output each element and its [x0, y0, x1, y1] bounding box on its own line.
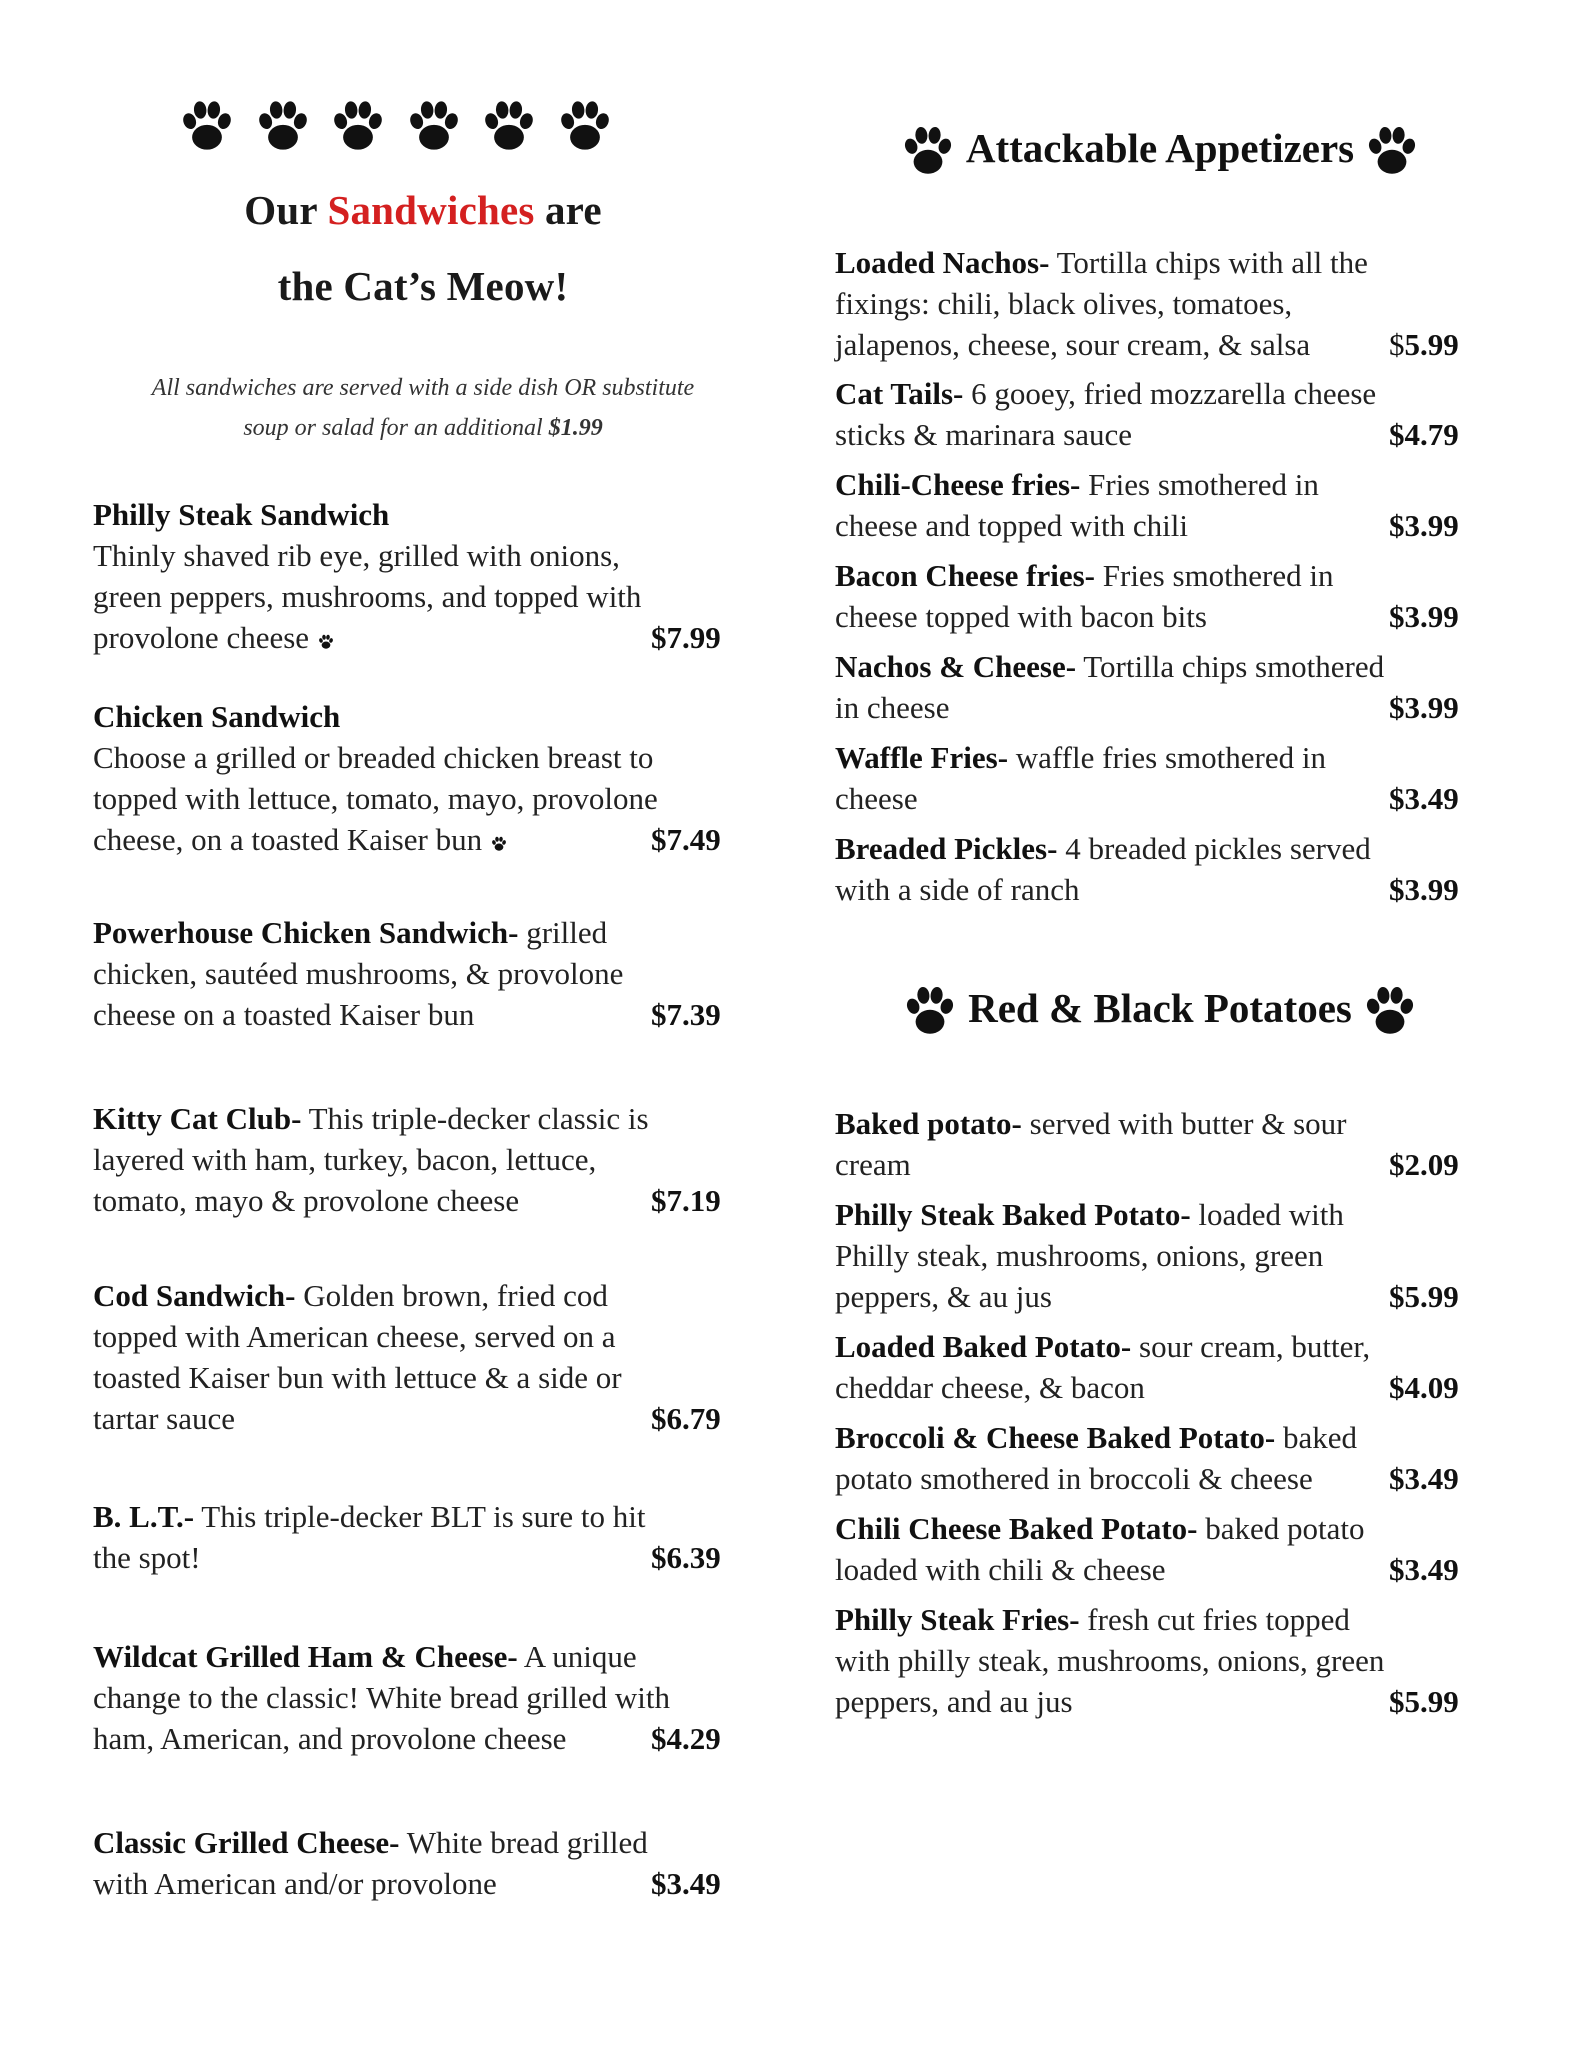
item-price: $3.99	[1389, 599, 1459, 634]
item-desc-line: grilled	[518, 915, 608, 950]
item-name: Philly Steak Baked Potato-	[835, 1197, 1191, 1232]
item-desc-line: layered with ham, turkey, bacon, lettuce,	[93, 1142, 597, 1177]
menu-item	[93, 1496, 721, 1578]
item-name: Classic Grilled Cheese-	[93, 1825, 400, 1860]
item-desc-line: Choose a grilled or breaded chicken breast to	[93, 740, 654, 775]
appetizers-heading	[835, 118, 1485, 178]
item-desc-line: Golden brown, fried cod	[295, 1278, 608, 1313]
item-desc-line: baked potato	[1197, 1511, 1365, 1546]
item-desc-line: Tortilla chips with all the	[1049, 245, 1368, 280]
item-desc-line: fresh cut fries topped	[1079, 1602, 1350, 1637]
item-price: $7.19	[651, 1183, 721, 1218]
item-desc-line: cheese, on a toasted Kaiser bun	[93, 822, 483, 857]
item-name: Philly Steak Sandwich	[93, 497, 390, 532]
item-desc-line: topped with lettuce, tomato, mayo, provolone	[93, 781, 658, 816]
menu-item	[93, 1822, 721, 1904]
paw-icon	[403, 92, 465, 154]
price-prefix: $	[1389, 327, 1405, 362]
item-price: $5.99	[1389, 1684, 1459, 1719]
item-desc-line: ham, American, and provolone cheese	[93, 1721, 567, 1756]
paw-icon	[1360, 978, 1420, 1038]
item-price: $4.09	[1389, 1370, 1459, 1405]
item-desc-line: peppers, and au jus	[835, 1684, 1073, 1719]
item-desc-line: Philly steak, mushrooms, onions, green	[835, 1238, 1324, 1273]
section-title: Attackable Appetizers	[965, 125, 1355, 171]
title-word: are	[544, 187, 602, 233]
item-name: Philly Steak Fries-	[835, 1602, 1080, 1637]
menu-item	[93, 1098, 721, 1221]
title-word: Our	[244, 187, 318, 233]
item-desc-line: This triple-decker BLT is sure to hit	[194, 1499, 646, 1534]
menu-item	[835, 646, 1459, 728]
item-desc-line: fixings: chili, black olives, tomatoes,	[835, 286, 1293, 321]
item-price: $7.39	[651, 997, 721, 1032]
item-desc-line: sticks & marinara sauce	[835, 417, 1132, 452]
item-desc-line: with philly steak, mushrooms, onions, green	[835, 1643, 1385, 1678]
item-desc-line: potato smothered in broccoli & cheese	[835, 1461, 1313, 1496]
menu-item	[835, 1508, 1459, 1590]
item-desc-line: Fries smothered in	[1080, 467, 1319, 502]
item-name: Loaded Nachos-	[835, 245, 1050, 280]
item-desc-line: cheese on a toasted Kaiser bun	[93, 997, 475, 1032]
item-price: $3.49	[1389, 781, 1459, 816]
menu-item	[93, 494, 721, 658]
item-desc-line: jalapenos, cheese, sour cream, & salsa	[835, 327, 1311, 362]
item-desc-line: peppers, & au jus	[835, 1279, 1052, 1314]
paw-icon	[554, 92, 616, 154]
item-name: Baked potato-	[835, 1106, 1022, 1141]
sandwich-title-line-1	[93, 186, 753, 234]
menu-item	[835, 828, 1459, 910]
item-price: $5.99	[1389, 1279, 1459, 1314]
item-desc-line: in cheese	[835, 690, 950, 725]
item-desc-line: the spot!	[93, 1540, 201, 1575]
item-desc-line: cheese and topped with chili	[835, 508, 1188, 543]
paw-icon	[898, 118, 958, 178]
potatoes-heading	[835, 978, 1485, 1038]
item-price: $3.99	[1389, 872, 1459, 907]
menu-item	[835, 1326, 1459, 1408]
paw-prints-banner	[176, 92, 616, 154]
item-desc-line: provolone cheese	[93, 620, 310, 655]
item-desc-line: chicken, sautéed mushrooms, & provolone	[93, 956, 624, 991]
item-price: $3.49	[1389, 1552, 1459, 1587]
item-desc-line: White bread grilled	[399, 1825, 648, 1860]
item-name: Chili-Cheese fries-	[835, 467, 1081, 502]
paw-icon	[490, 834, 508, 852]
paw-icon	[317, 632, 335, 650]
menu-item	[93, 912, 721, 1035]
menu-item	[835, 242, 1459, 365]
item-desc-line: toasted Kaiser bun with lettuce & a side or	[93, 1360, 622, 1395]
item-name: Cod Sandwich-	[93, 1278, 296, 1313]
item-price: $3.49	[651, 1866, 721, 1901]
intro-line: All sandwiches are served with a side dish OR substitute	[151, 375, 695, 401]
item-name: B. L.T.-	[93, 1499, 195, 1534]
item-price: $7.49	[651, 822, 721, 857]
item-price	[1389, 324, 1459, 365]
item-desc-line: with American and/or provolone	[93, 1866, 497, 1901]
menu-item	[835, 1194, 1459, 1317]
item-desc-line: with a side of ranch	[835, 872, 1080, 907]
title-accent-word: Sandwiches	[327, 187, 535, 233]
item-desc-line: sour cream, butter,	[1131, 1329, 1371, 1364]
item-desc-line: tomato, mayo & provolone cheese	[93, 1183, 520, 1218]
paw-icon	[900, 978, 960, 1038]
item-desc-line: cheddar cheese, & bacon	[835, 1370, 1145, 1405]
item-name: Breaded Pickles-	[835, 831, 1058, 866]
item-desc-line: topped with American cheese, served on a	[93, 1319, 616, 1354]
item-desc-line: cream	[835, 1147, 911, 1182]
item-desc-line: tartar sauce	[93, 1401, 235, 1436]
item-desc-line: 4 breaded pickles served	[1057, 831, 1371, 866]
menu-item	[835, 1417, 1459, 1499]
item-desc-line: change to the classic! White bread grilled with	[93, 1680, 671, 1715]
item-price: $7.99	[651, 620, 721, 655]
item-desc-line: Tortilla chips smothered	[1076, 649, 1385, 684]
item-name: Nachos & Cheese-	[835, 649, 1077, 684]
item-price: $3.99	[1389, 690, 1459, 725]
item-name: Bacon Cheese fries-	[835, 558, 1095, 593]
item-name: Loaded Baked Potato-	[835, 1329, 1132, 1364]
paw-icon	[327, 92, 389, 154]
item-name: Chicken Sandwich	[93, 699, 341, 734]
item-price: $4.29	[651, 1721, 721, 1756]
item-name: Cat Tails-	[835, 376, 964, 411]
menu-item	[93, 1275, 721, 1439]
section-title: Red & Black Potatoes	[968, 985, 1352, 1031]
item-name: Powerhouse Chicken Sandwich-	[93, 915, 519, 950]
sandwich-title-line-2: the Cat’s Meow!	[277, 263, 569, 309]
item-desc-line: Fries smothered in	[1095, 558, 1334, 593]
price-value: 5.99	[1404, 327, 1459, 362]
sandwich-intro-note	[93, 368, 753, 448]
menu-item	[835, 555, 1459, 637]
menu-item	[93, 1636, 721, 1759]
paw-icon	[252, 92, 314, 154]
item-name: Wildcat Grilled Ham & Cheese-	[93, 1639, 518, 1674]
item-price: $2.09	[1389, 1147, 1459, 1182]
item-desc-line: loaded with chili & cheese	[835, 1552, 1166, 1587]
item-price: $6.79	[651, 1401, 721, 1436]
item-name: Waffle Fries-	[835, 740, 1009, 775]
item-desc-line: loaded with	[1190, 1197, 1344, 1232]
menu-item	[835, 464, 1459, 546]
paw-icon	[478, 92, 540, 154]
paw-icon	[1362, 118, 1422, 178]
item-desc-line: Thinly shaved rib eye, grilled with onions,	[93, 538, 620, 573]
item-name: Broccoli & Cheese Baked Potato-	[835, 1420, 1276, 1455]
item-price: $3.99	[1389, 508, 1459, 543]
menu-item	[93, 696, 721, 860]
menu-item	[835, 373, 1459, 455]
item-price: $6.39	[651, 1540, 721, 1575]
item-desc-line: 6 gooey, fried mozzarella cheese	[963, 376, 1377, 411]
menu-item	[835, 737, 1459, 819]
item-desc-line: baked	[1275, 1420, 1358, 1455]
item-desc-line: A unique	[517, 1639, 637, 1674]
item-desc-line: This triple-decker classic is	[301, 1101, 649, 1136]
item-price: $3.49	[1389, 1461, 1459, 1496]
item-desc-line: waffle fries smothered in	[1008, 740, 1326, 775]
item-desc-line: green peppers, mushrooms, and topped with	[93, 579, 642, 614]
item-desc-line: cheese topped with bacon bits	[835, 599, 1207, 634]
item-desc-line: cheese	[835, 781, 918, 816]
item-name: Chili Cheese Baked Potato-	[835, 1511, 1198, 1546]
item-name: Kitty Cat Club-	[93, 1101, 302, 1136]
menu-item	[835, 1599, 1459, 1722]
item-desc-line: served with butter & sour	[1021, 1106, 1347, 1141]
item-price: $4.79	[1389, 417, 1459, 452]
intro-line: soup or salad for an additional	[243, 415, 543, 441]
menu-item	[835, 1103, 1459, 1185]
intro-price: $1.99	[548, 415, 603, 441]
paw-icon	[176, 92, 238, 154]
